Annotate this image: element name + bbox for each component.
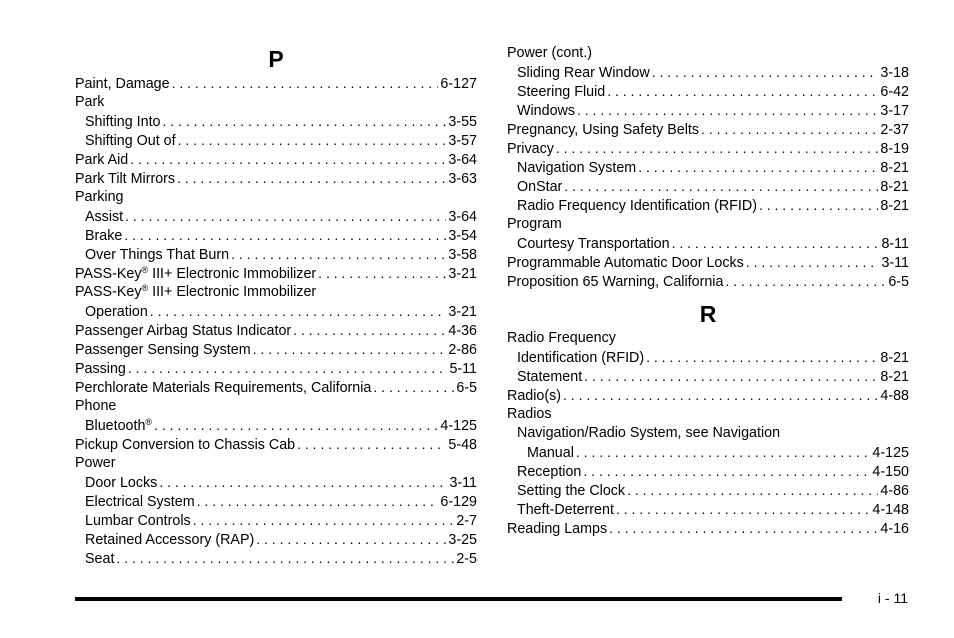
index-entry-text: Setting the Clock <box>517 483 626 499</box>
index-entry-label <box>75 341 251 359</box>
index-entry-page: 2-37 <box>880 122 909 138</box>
index-entry-text: Privacy <box>507 141 554 157</box>
index-entries-p <box>75 74 477 568</box>
index-entry-label <box>517 349 644 367</box>
index-entry <box>507 196 909 215</box>
index-entry <box>75 530 477 549</box>
dot-leader <box>163 112 447 131</box>
index-entry-text: Navigation System <box>517 160 637 176</box>
index-entry-page: 3-64 <box>448 209 477 225</box>
index-entry-text: Sliding Rear Window <box>517 65 650 81</box>
index-entry-label <box>507 121 699 139</box>
index-entry-label <box>85 531 254 549</box>
index-entry-label <box>517 463 581 481</box>
dot-leader <box>124 226 446 245</box>
index-entry <box>75 473 477 492</box>
index-entry <box>75 131 477 150</box>
index-entry <box>507 462 909 481</box>
index-entry-text: Park <box>75 94 105 110</box>
index-entry <box>75 416 477 435</box>
index-entry-label <box>517 482 625 500</box>
index-entry-text: Reading Lamps <box>507 521 608 537</box>
index-entry <box>75 207 477 226</box>
index-entry-label <box>517 368 582 386</box>
index-entry <box>75 454 477 473</box>
dot-leader <box>116 549 454 568</box>
index-entry-label <box>85 474 157 492</box>
index-entry-label <box>517 83 605 101</box>
index-entry-text: Statement <box>517 369 583 385</box>
index-entry <box>75 359 477 378</box>
index-entry-page: 6-5 <box>888 274 909 290</box>
index-entry-text: Operation <box>85 304 148 320</box>
index-entry-page: 3-17 <box>880 103 909 119</box>
dot-leader <box>128 359 448 378</box>
index-entry <box>75 169 477 188</box>
index-entry-label <box>75 265 316 283</box>
index-entry-label <box>75 170 175 188</box>
index-entry <box>75 264 477 283</box>
index-entry-text: Navigation/Radio System, see Navigation <box>517 425 781 441</box>
dot-leader <box>556 139 879 158</box>
index-entry <box>507 348 909 367</box>
index-entry-label <box>507 520 607 538</box>
index-entry <box>75 283 477 302</box>
index-entry-page: 3-55 <box>448 114 477 130</box>
index-entry-text: Retained Accessory (RAP) <box>85 532 255 548</box>
index-entry-text: Courtesy Transportation <box>517 236 670 252</box>
index-entries-p-continued <box>507 44 909 291</box>
dot-leader <box>759 196 878 215</box>
index-entry-text: Pickup Conversion to Chassis Cab <box>75 437 296 453</box>
index-entry <box>507 272 909 291</box>
dot-leader <box>231 245 446 264</box>
index-entry-label <box>75 188 123 207</box>
index-column-right <box>507 44 909 538</box>
dot-leader <box>638 158 878 177</box>
index-entry-label <box>517 159 636 177</box>
index-entry-text: Reception <box>517 464 582 480</box>
index-entry <box>507 215 909 234</box>
index-entry <box>507 424 909 443</box>
index-entry-label <box>85 417 152 435</box>
index-entry <box>507 443 909 462</box>
index-entry-text: Parking <box>75 189 124 205</box>
index-entry-page: 8-21 <box>880 179 909 195</box>
index-entry-text: Steering Fluid <box>517 84 606 100</box>
index-entry-page: 3-54 <box>448 228 477 244</box>
index-entry <box>75 74 477 93</box>
index-entry <box>507 481 909 500</box>
dot-leader <box>154 416 438 435</box>
index-entry <box>75 492 477 511</box>
index-entry-label <box>527 444 574 462</box>
index-entry-label <box>75 397 116 416</box>
index-entry <box>507 177 909 196</box>
dot-leader <box>646 348 878 367</box>
index-entry-text: Brake <box>85 228 123 244</box>
dot-leader <box>616 500 870 519</box>
dot-leader <box>256 530 446 549</box>
index-entry-page: 8-11 <box>881 236 909 252</box>
index-entry-text: Shifting Out of <box>85 133 176 149</box>
index-entry <box>75 435 477 454</box>
index-entry-text: Assist <box>85 209 124 225</box>
index-entry-page: 4-125 <box>440 418 477 434</box>
index-entry-text: Power (cont.) <box>507 45 593 61</box>
dot-leader <box>577 101 878 120</box>
dot-leader <box>130 150 446 169</box>
index-entry-page: 3-11 <box>449 475 477 491</box>
index-entry <box>75 397 477 416</box>
index-entry-page: 6-5 <box>456 380 477 396</box>
index-entry-page: 3-21 <box>448 266 477 282</box>
dot-leader <box>672 234 880 253</box>
index-entry <box>507 44 909 63</box>
index-entry-page: 6-129 <box>440 494 477 510</box>
index-entry <box>507 120 909 139</box>
footer-rule <box>75 597 842 601</box>
index-entry-page: 6-127 <box>440 76 477 92</box>
index-entry-text: Seat <box>85 551 115 567</box>
index-entry-label <box>517 235 670 253</box>
dot-leader <box>373 378 454 397</box>
index-entry-page: 8-21 <box>880 198 909 214</box>
dot-leader <box>297 435 446 454</box>
index-entry-page: 4-150 <box>872 464 909 480</box>
index-entry-page: 6-42 <box>880 84 909 100</box>
dot-leader <box>609 519 878 538</box>
index-entry-page: 4-16 <box>880 521 909 537</box>
dot-leader <box>318 264 446 283</box>
dot-leader <box>293 321 446 340</box>
dot-leader <box>583 462 870 481</box>
dot-leader <box>725 272 886 291</box>
index-entry-label <box>85 493 195 511</box>
index-entry-label <box>517 178 562 196</box>
dot-leader <box>197 492 439 511</box>
index-entry <box>507 253 909 272</box>
index-entry-label <box>85 132 176 150</box>
index-entry-page: 4-86 <box>880 483 909 499</box>
index-entry <box>75 150 477 169</box>
index-entry-page: 5-48 <box>448 437 477 453</box>
index-entry-page: 3-21 <box>448 304 477 320</box>
dot-leader <box>150 302 447 321</box>
index-entry <box>507 82 909 101</box>
index-entry-text: Program <box>507 216 562 232</box>
index-entry-page: 3-18 <box>880 65 909 81</box>
index-entry-text: Radio Frequency Identification (RFID) <box>517 198 757 214</box>
index-entry-page: 2-7 <box>456 513 477 529</box>
dot-leader <box>576 443 871 462</box>
index-entry-label <box>85 246 229 264</box>
section-letter-r: R <box>699 301 717 327</box>
registered-mark: ® <box>141 265 149 275</box>
index-entry-label <box>517 64 650 82</box>
index-entry-label <box>85 512 191 530</box>
index-entry-text: Perchlorate Materials Requirements, California <box>75 380 372 396</box>
index-column-left <box>75 44 477 568</box>
index-entry-page: 4-125 <box>872 445 909 461</box>
index-entry-page: 4-36 <box>448 323 477 339</box>
index-entry <box>75 340 477 359</box>
dot-leader <box>172 74 439 93</box>
index-entry-label <box>517 501 614 519</box>
index-entry-text: Identification (RFID) <box>517 350 645 366</box>
index-entry-page: 3-11 <box>881 255 909 271</box>
index-entry-page: 2-5 <box>456 551 477 567</box>
dot-leader <box>193 511 455 530</box>
index-entry-label <box>517 102 575 120</box>
index-entry-text: Radios <box>507 406 552 422</box>
index-entry-text: Bluetooth <box>85 418 146 434</box>
page-number: i - 11 <box>877 590 908 606</box>
index-entry-text: Power <box>75 455 116 471</box>
dot-leader <box>584 367 878 386</box>
index-entry-text: Passenger Airbag Status Indicator <box>75 323 292 339</box>
index-entry-label <box>85 208 123 226</box>
index-entry-text: Paint, Damage <box>75 76 170 92</box>
index-entry-label <box>85 550 114 568</box>
index-entry-label <box>75 151 128 169</box>
index-entry-page: 8-19 <box>880 141 909 157</box>
index-entry-text: Windows <box>517 103 575 119</box>
index-entry-label <box>75 454 116 473</box>
index-entry-label <box>75 436 295 454</box>
index-entry-text: Proposition 65 Warning, California <box>507 274 724 290</box>
index-entry <box>507 101 909 120</box>
index-entries-r <box>507 329 909 538</box>
index-entry <box>75 321 477 340</box>
index-entry-text: Door Locks <box>85 475 158 491</box>
index-entry <box>507 329 909 348</box>
index-entry-label <box>75 322 291 340</box>
index-entry-text: Radio Frequency <box>507 330 616 346</box>
index-entry-label <box>507 215 562 234</box>
index-entry-page: 3-63 <box>448 171 477 187</box>
index-entry-text: OnStar <box>517 179 563 195</box>
index-entry-label <box>507 44 592 63</box>
index-entry-label <box>517 424 780 443</box>
index-entry-text: Theft-Deterrent <box>517 502 614 518</box>
dot-leader <box>563 386 878 405</box>
index-entry <box>507 386 909 405</box>
index-entry-label <box>85 113 161 131</box>
index-entry-label <box>507 329 616 348</box>
index-entry-label <box>85 303 148 321</box>
dot-leader <box>746 253 880 272</box>
index-entry-page: 2-86 <box>448 342 477 358</box>
index-entry-page: 3-64 <box>448 152 477 168</box>
index-entry-text: Electrical System <box>85 494 195 510</box>
index-entry-page: 8-21 <box>880 350 909 366</box>
dot-leader <box>607 82 878 101</box>
index-entry-label <box>75 283 316 302</box>
index-entry-label <box>507 387 561 405</box>
index-entry-text: Passenger Sensing System <box>75 342 251 358</box>
index-entry <box>507 405 909 424</box>
dot-leader <box>177 169 446 188</box>
index-entry-page: 5-11 <box>449 361 477 377</box>
index-entry-text: Passing <box>75 361 126 377</box>
index-entry-text: Pregnancy, Using Safety Belts <box>507 122 700 138</box>
index-entry-text: Over Things That Burn <box>85 247 230 263</box>
index-entry <box>75 188 477 207</box>
index-entry <box>75 226 477 245</box>
index-entry-label <box>75 379 371 397</box>
index-entry <box>507 139 909 158</box>
index-entry <box>75 378 477 397</box>
index-entry-text: PASS-Key <box>75 284 142 300</box>
index-entry <box>75 302 477 321</box>
index-entry-label <box>507 254 744 272</box>
index-entry-label <box>507 405 552 424</box>
index-entry <box>507 158 909 177</box>
index-entry-page: 4-148 <box>872 502 909 518</box>
dot-leader <box>178 131 447 150</box>
index-entry <box>75 549 477 568</box>
index-entry <box>507 234 909 253</box>
index-entry-text: PASS-Key <box>75 266 142 282</box>
index-entry <box>75 112 477 131</box>
registered-mark: ® <box>145 417 153 427</box>
dot-leader <box>652 63 879 82</box>
index-entry-text: Manual <box>527 445 574 461</box>
index-entry-label <box>517 197 757 215</box>
index-entry-label <box>75 360 126 378</box>
index-entry-text: Shifting Into <box>85 114 161 130</box>
index-entry-text: Phone <box>75 398 117 414</box>
index-entry <box>75 93 477 112</box>
dot-leader <box>701 120 878 139</box>
section-letter-p: P <box>268 46 284 72</box>
index-entry <box>75 245 477 264</box>
index-entry-page: 8-21 <box>880 369 909 385</box>
index-entry-page: 4-88 <box>880 388 909 404</box>
index-entry <box>507 63 909 82</box>
index-entry-page: 3-58 <box>448 247 477 263</box>
index-entry-label <box>507 140 554 158</box>
index-entry-page: 3-57 <box>448 133 477 149</box>
index-entry <box>75 511 477 530</box>
index-entry-label <box>75 93 104 112</box>
index-entry-page: 3-25 <box>448 532 477 548</box>
index-entry-text: Radio(s) <box>507 388 562 404</box>
index-entry <box>507 367 909 386</box>
dot-leader <box>159 473 447 492</box>
index-entry-text: Programmable Automatic Door Locks <box>507 255 744 271</box>
index-entry-text-continued: III+ Electronic Immobilizer <box>148 284 317 300</box>
index-entry-text-continued: III+ Electronic Immobilizer <box>148 266 317 282</box>
registered-mark: ® <box>141 283 149 293</box>
index-entry-text: Park Aid <box>75 152 129 168</box>
index-entry-label <box>75 75 170 93</box>
dot-leader <box>253 340 447 359</box>
index-entry-page: 8-21 <box>880 160 909 176</box>
dot-leader <box>627 481 878 500</box>
dot-leader <box>125 207 446 226</box>
index-entry <box>507 519 909 538</box>
index-entry-text: Lumbar Controls <box>85 513 191 529</box>
index-entry-label <box>507 273 723 291</box>
index-entry-text: Park Tilt Mirrors <box>75 171 176 187</box>
index-entry <box>507 500 909 519</box>
index-entry-label <box>85 227 122 245</box>
dot-leader <box>564 177 878 196</box>
